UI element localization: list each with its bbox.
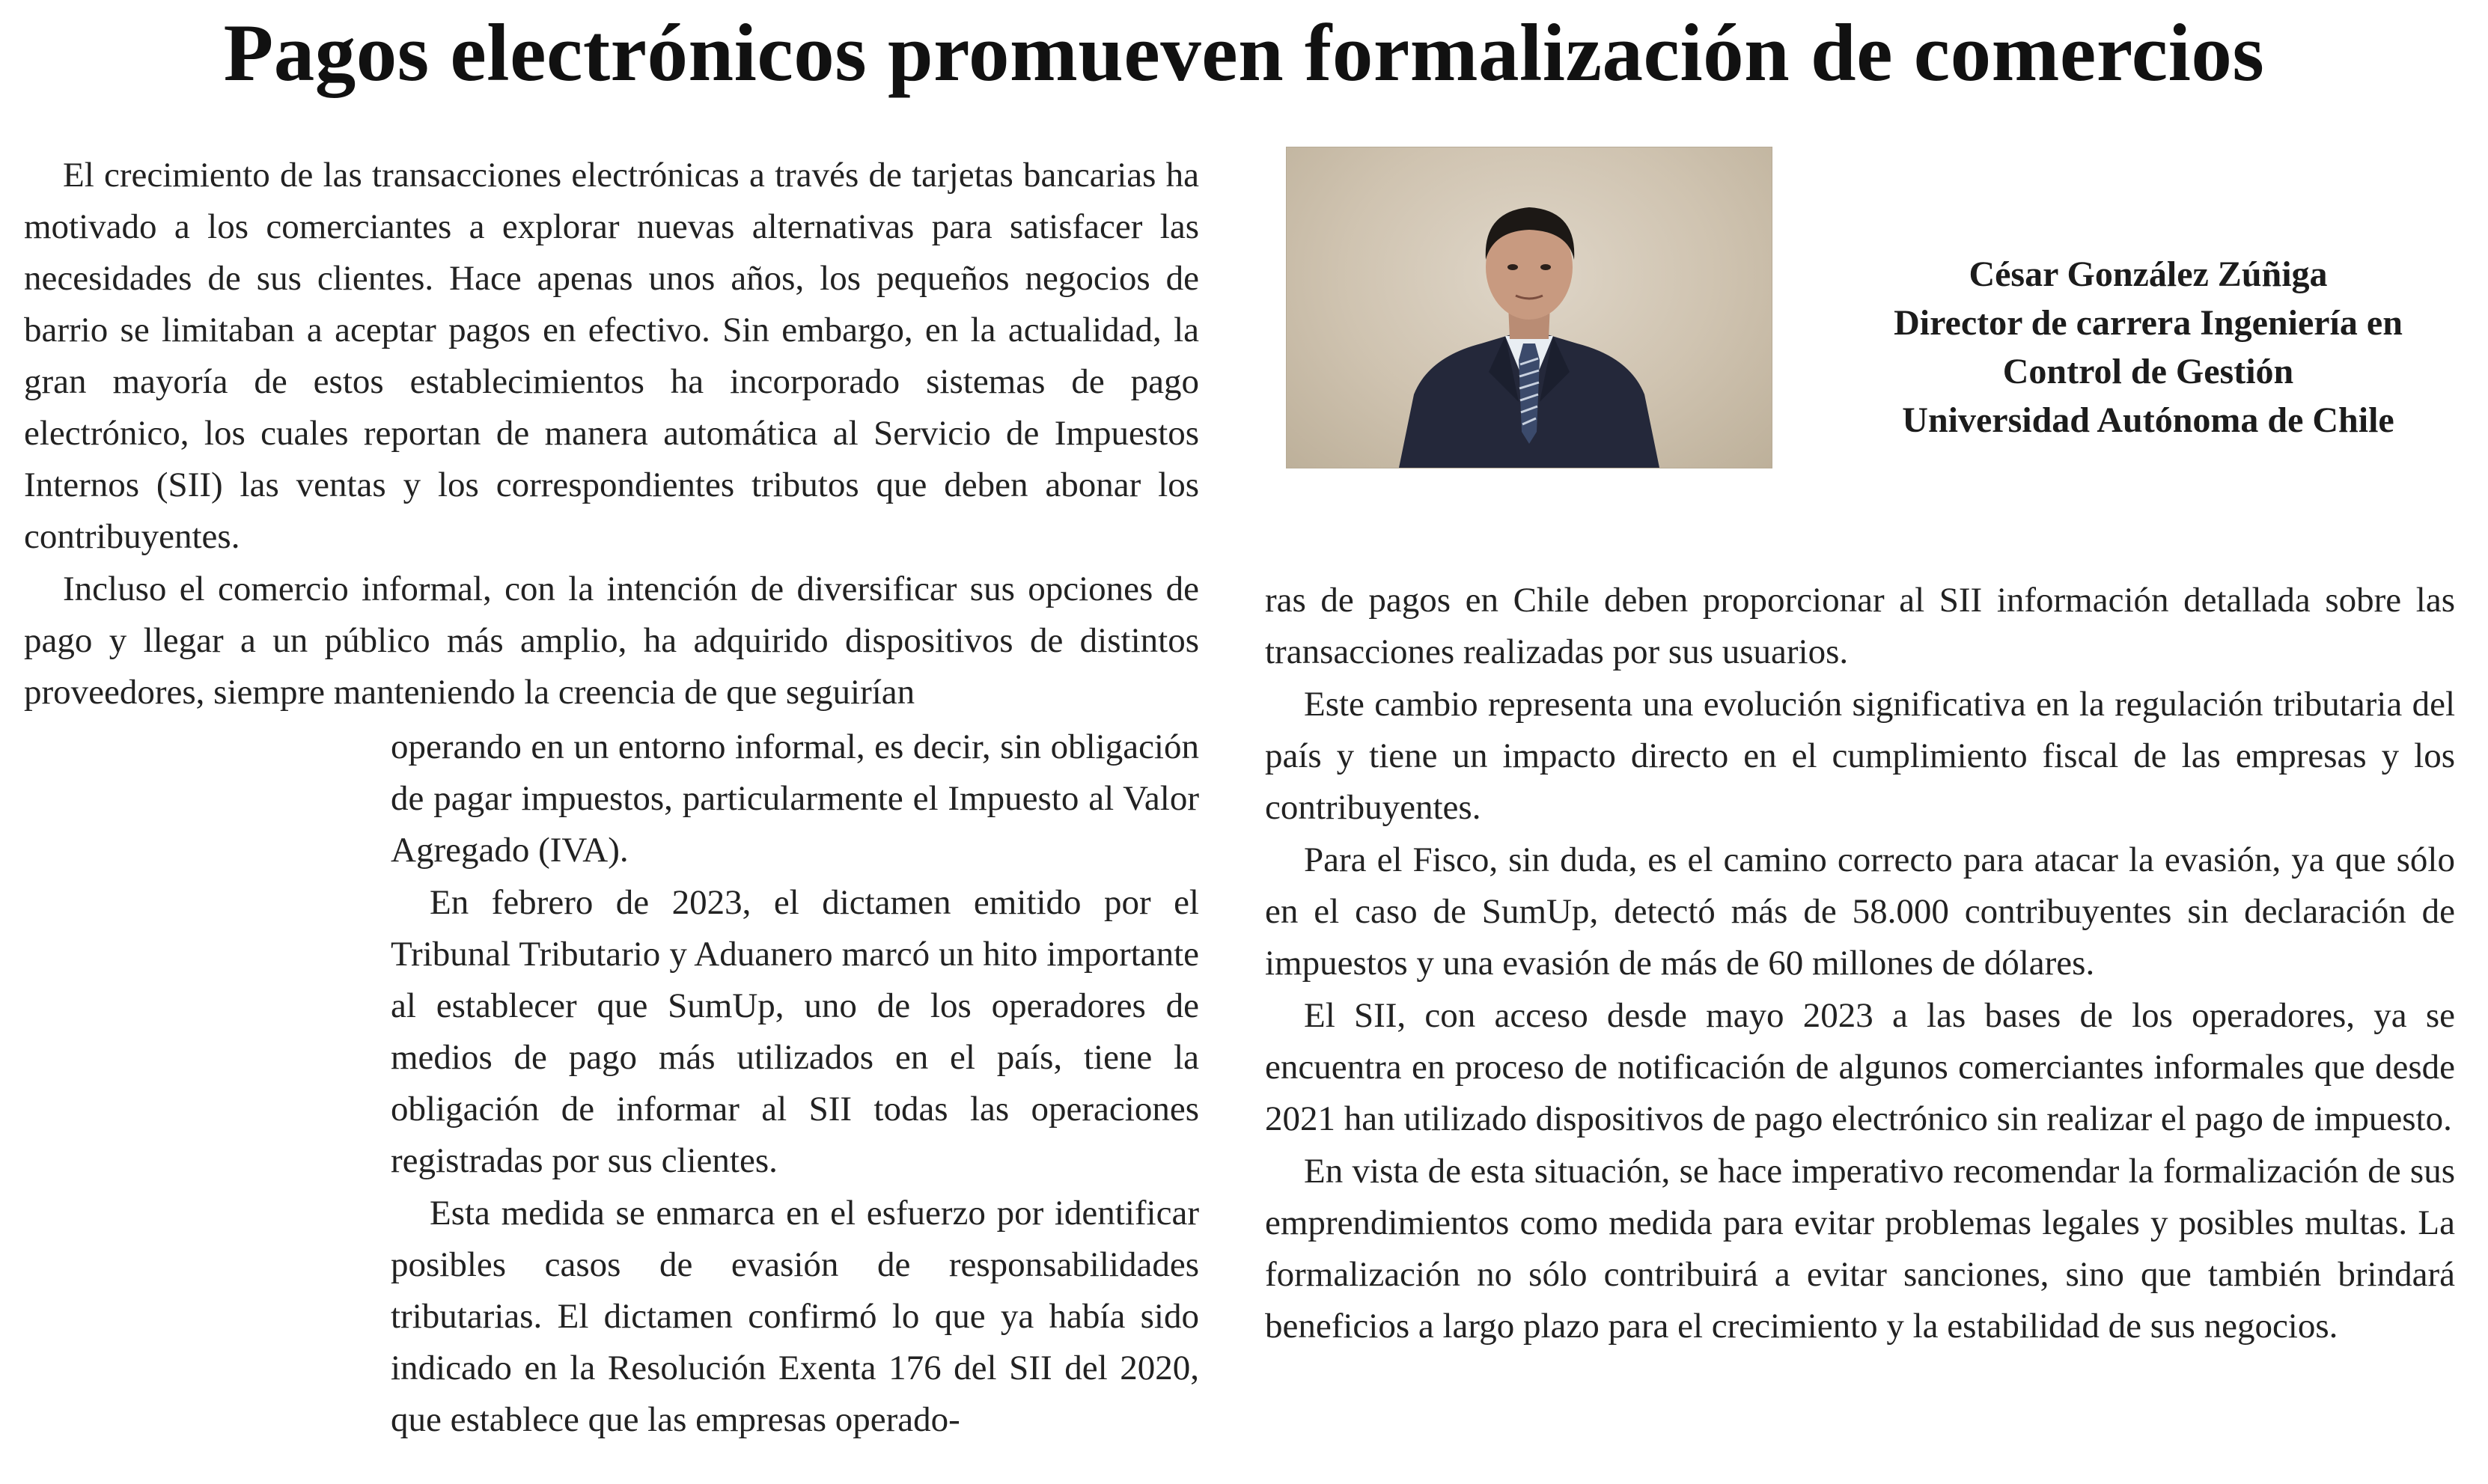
article-column-right <box>1265 575 2455 1353</box>
author-institution: Universidad Autónoma de Chile <box>1902 400 2394 440</box>
paragraph: Este cambio representa una evolución significativa en la regulación tributaria del país y tiene un impacto directo en el cumplimiento fiscal de las empresas y los contribuyentes. <box>1265 685 2455 827</box>
author-name: César González Zúñiga <box>1969 254 2328 294</box>
author-role-line-2: Control de Gestión <box>2002 352 2294 391</box>
paragraph: En vista de esta situación, se hace imperativo recomendar la formalización de sus emprendimientos como medida para evitar problemas legales y posibles multas. La formalización no sólo contribuirá a evitar sanciones, sino que también brindará beneficios a largo plazo para el crecimiento y la estabilidad de sus negocios. <box>1265 1152 2455 1346</box>
paragraph: El SII, con acceso desde mayo 2023 a las bases de los operadores, ya se encuentra en proceso de notificación de algunos comerciantes informales que desde 2021 han utilizado dispositivos de pago electrónico sin realizar el pago de impuesto. <box>1265 996 2455 1138</box>
article-column-left-top <box>24 150 1199 719</box>
author-byline <box>1819 250 2478 445</box>
author-role-line-1: Director de carrera Ingeniería en <box>1894 303 2403 343</box>
headline-text: Pagos electrónicos promueven formalización de comercios <box>223 7 2265 98</box>
paragraph-continuation: operando en un entorno informal, es decir, sin obligación de pagar impuestos, particularmente el Impuesto al Valor Agregado (IVA). <box>391 727 1199 870</box>
paragraph-continuation: ras de pagos en Chile deben proporcionar al SII información detallada sobre las transacciones realizadas por sus usuarios. <box>1265 581 2455 671</box>
author-photo <box>1286 147 1772 468</box>
article-column-left-bottom <box>391 721 1199 1447</box>
paragraph: Incluso el comercio informal, con la intención de diversificar sus opciones de pago y llegar a un público más amplio, ha adquirido dispositivos de distintos proveedores, siempre manteniendo la creencia de que seguirían <box>24 570 1199 712</box>
paragraph: Para el Fisco, sin duda, es el camino correcto para atacar la evasión, ya que sólo en el caso de SumUp, detectó más de 58.000 contribuyentes sin declaración de impuestos y una evasión de más de 60 millones de dólares. <box>1265 840 2455 983</box>
paragraph: El crecimiento de las transacciones electrónicas a través de tarjetas bancarias ha motivado a los comerciantes a explorar nuevas alternativas para satisfacer las necesidades de sus clientes. Hace apenas unos años, los pequeños negocios de barrio se limitaban a aceptar pagos en efectivo. Sin embargo, en la actualidad, la gran mayoría de estos establecimientos ha incorporado sistemas de pago electrónico, los cuales reportan de manera automática al Servicio de Impuestos Internos (SII) las ventas y los correspondientes tributos que deben abonar los contribuyentes. <box>24 156 1199 556</box>
paragraph: En febrero de 2023, el dictamen emitido por el Tribunal Tributario y Aduanero marcó un hito importante al establecer que SumUp, uno de los operadores de medios de pago más utilizados en el país, tiene la obligación de informar al SII todas las operaciones registradas por sus clientes. <box>391 883 1199 1180</box>
author-portrait-illustration <box>1287 147 1772 468</box>
paragraph: Esta medida se enmarca en el esfuerzo por identificar posibles casos de evasión de responsabilidades tributarias. El dictamen confirmó lo que ya había sido indicado en la Resolución Exenta 176 del SII del 2020, que establece que las empresas operado- <box>391 1194 1199 1439</box>
article-headline <box>0 6 2488 100</box>
